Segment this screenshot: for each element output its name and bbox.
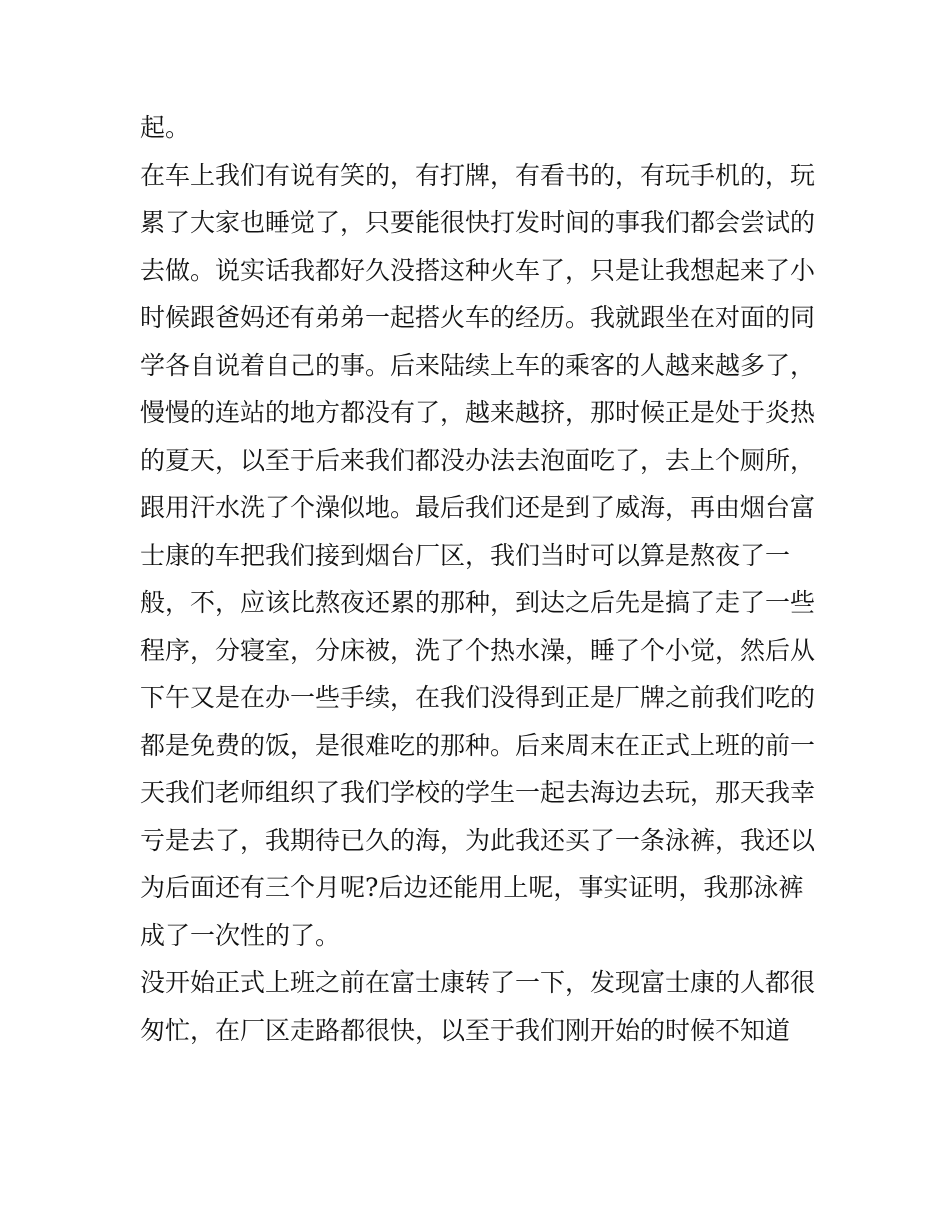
text-line: 般，不，应该比熬夜还累的那种，到达之后先是搞了走了一些	[140, 588, 816, 617]
text-line: 下午又是在办一些手续，在我们没得到正是厂牌之前我们吃的	[140, 683, 816, 712]
text-line: 慢慢的连站的地方都没有了，越来越挤，那时候正是处于炎热	[140, 398, 816, 427]
text-line: 的夏天，以至于后来我们都没办法去泡面吃了，去上个厕所，	[140, 445, 816, 475]
text-line: 起。	[140, 113, 191, 142]
text-line: 累了大家也睡觉了，只要能很快打发时间的事我们都会尝试的	[140, 208, 816, 237]
text-line: 去做。说实话我都好久没搭这种火车了，只是让我想起来了小	[140, 255, 816, 285]
text-line: 士康的车把我们接到烟台厂区，我们当时可以算是熬夜了一	[140, 540, 791, 570]
text-line: 天我们老师组织了我们学校的学生一起去海边去玩，那天我幸	[140, 778, 816, 807]
text-line: 在车上我们有说有笑的，有打牌，有看书的，有玩手机的，玩	[140, 160, 816, 190]
text-line: 程序，分寝室，分床被，洗了个热水澡，睡了个小觉，然后从	[140, 635, 816, 665]
text-line: 学各自说着自己的事。后来陆续上车的乘客的人越来越多了，	[140, 350, 816, 380]
text-line: 没开始正式上班之前在富士康转了一下，发现富士康的人都很	[140, 968, 816, 997]
text-line: 为后面还有三个月呢?后边还能用上呢，事实证明，我那泳裤	[140, 873, 804, 902]
text-line: 时候跟爸妈还有弟弟一起搭火车的经历。我就跟坐在对面的同	[140, 303, 816, 332]
text-line: 跟用汗水洗了个澡似地。最后我们还是到了威海，再由烟台富	[140, 493, 816, 522]
text-line: 成了一次性的了。	[140, 920, 341, 950]
body-text	[140, 104, 820, 1054]
text-line: 亏是去了，我期待已久的海，为此我还买了一条泳裤，我还以	[140, 825, 816, 855]
text-line: 都是免费的饭，是很难吃的那种。后来周末在正式上班的前一	[140, 730, 816, 760]
text-line: 匆忙，在厂区走路都很快，以至于我们刚开始的时候不知道	[140, 1015, 791, 1045]
